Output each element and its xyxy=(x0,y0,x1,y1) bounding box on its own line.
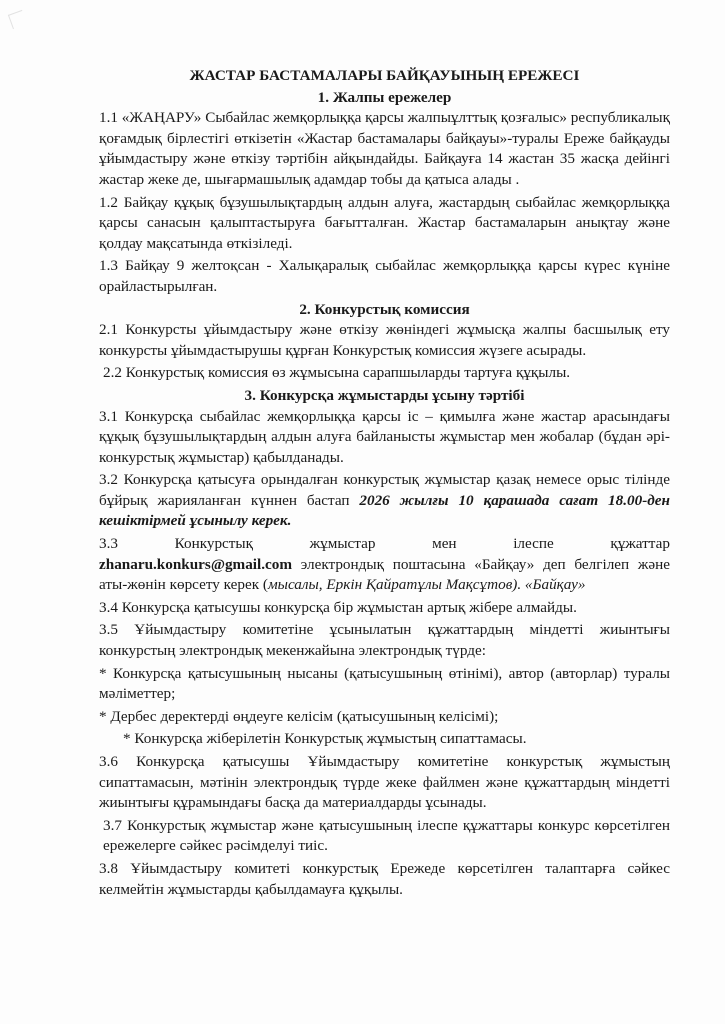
contest-email: zhanaru.konkurs@gmail.com xyxy=(99,555,293,573)
p33-word-1: 3.3 xyxy=(99,535,118,553)
paragraph-2-2: 2.2 Конкурстық комиссия өз жұмысына сарапшыларды тартуға құқылы. xyxy=(103,364,571,382)
bullet-item-2: * Дербес деректерді өңдеуге келісім (қатысушының келісімі); xyxy=(99,707,499,725)
paragraph-1-2: 1.2 Байқау құқық бұзушылықтардың алдын алуға, жастардың сыбайлас жемқорлыққа қарсы санасын қалыптастыруға бағытталған. Жастар бастамаларын анықтау және қолдау мақсатында өткізіледі. xyxy=(99,193,670,252)
scan-artifact xyxy=(8,10,27,29)
paragraph-3-6: 3.6 Конкурсқа қатысушы Ұйымдастыру комитетіне конкурстық жұмыстың сипаттамасын, мәтінін электрондық түрде жеке файлмен және құжаттардың міндетті жиынтығы құрамындағы басқа да материалдарды ұсынады. xyxy=(99,753,670,812)
paragraph-3-7: 3.7 Конкурстық жұмыстар және қатысушының ілеспе құжаттары конкурс көрсетілген ережелерге сәйкес рәсімделуі тиіс. xyxy=(103,816,670,855)
p33-word-2: Конкурстық xyxy=(174,535,254,553)
paragraph-2-1: 2.1 Конкурсты ұйымдастыру және өткізу жөніндегі жұмысқа жалпы басшылық ету конкурсты ұйымдастырушы құрған Конкурстық комиссия жүзеге асырады. xyxy=(99,321,670,359)
bullet-item-1: * Конкурсқа қатысушының нысаны (қатысушының өтінімі), автор (авторлар) туралы мәліметтер; xyxy=(99,664,670,703)
p33-word-5: ілеспе xyxy=(513,535,554,553)
paragraph-3-5: 3.5 Ұйымдастыру комитетіне ұсынылатын құжаттардың міндетті жиынтығы конкурстың электрондық мекенжайына электрондық түрде: xyxy=(99,621,670,660)
document-body xyxy=(99,66,670,902)
paragraph-3-8: 3.8 Ұйымдастыру комитеті конкурстық Ережеде көрсетілген талаптарға сәйкес келмейтін жұмыстарды қабылдамауға құқылы. xyxy=(99,859,670,898)
section-heading-2: 2. Конкурстық комиссия xyxy=(299,300,470,318)
paragraph-3-3 xyxy=(99,534,670,596)
p33-word-3: жұмыстар xyxy=(309,535,376,553)
p33-word-4: мен xyxy=(432,535,457,553)
paragraph-3-3-first-line xyxy=(99,534,670,555)
paragraph-3-3-rest xyxy=(99,555,670,596)
paragraph-1-3: 1.3 Байқау 9 желтоқсан - Халықаралық сыбайлас жемқорлыққа қарсы күрес күніне орайластырылған. xyxy=(99,257,670,295)
deadline-text: 2026 жылғы 10 қарашада сағат 18.00-ден кешіктірмей ұсынылу керек. xyxy=(99,491,670,530)
paragraph-3-3-text: электрондық поштасына «Байқау» деп белгілеп және аты-жөнін көрсету керек ( xyxy=(99,555,670,594)
paragraph-3-2 xyxy=(99,470,670,532)
section-heading-3: 3. Конкурсқа жұмыстарды ұсыну тәртібі xyxy=(244,386,525,404)
section-heading-1: 1. Жалпы ережелер xyxy=(317,88,452,106)
paragraph-3-4: 3.4 Конкурсқа қатысушы конкурсқа бір жұмыстан артық жібере алмайды. xyxy=(99,598,577,616)
bullet-item-3: * Конкурсқа жіберілетін Конкурстық жұмыстың сипаттамасы. xyxy=(123,730,527,748)
document-title: ЖАСТАР БАСТАМАЛАРЫ БАЙҚАУЫНЫҢ ЕРЕЖЕСІ xyxy=(189,67,580,84)
paragraph-1-1: 1.1 «ЖАҢАРУ» Сыбайлас жемқорлыққа қарсы жалпыұлттық қозғалыс» республикалық қоғамдық бірлестігі өткізетін «Жастар бастамалары байқауы»-туралы Ереже байқауды ұйымдастыру және өткізу тәртібін айқындайды. Байқауға 14 жастан 35 жасқа дейінгі жастар жеке де, шығармашылық адамдар тобы да қатыса алады . xyxy=(99,109,670,188)
paragraph-3-2-text: 3.2 Конкурсқа қатысуға орындалған конкурстық жұмыстар қазақ немесе орыс тілінде бұйрық жарияланған күннен бастап xyxy=(99,471,670,509)
naming-example: мысалы, Еркін Қайратұлы Мақсұтов). «Байқау» xyxy=(267,576,586,594)
p33-word-6: құжаттар xyxy=(610,535,670,553)
paragraph-3-1: 3.1 Конкурсқа сыбайлас жемқорлыққа қарсы іс – қимылға және жастар арасындағы құқық бұзушылықтардың алдын алуға байланысты жұмыстар мен жобалар (бұдан әрі-конкурстық жұмыстар) қабылданады. xyxy=(99,407,670,466)
